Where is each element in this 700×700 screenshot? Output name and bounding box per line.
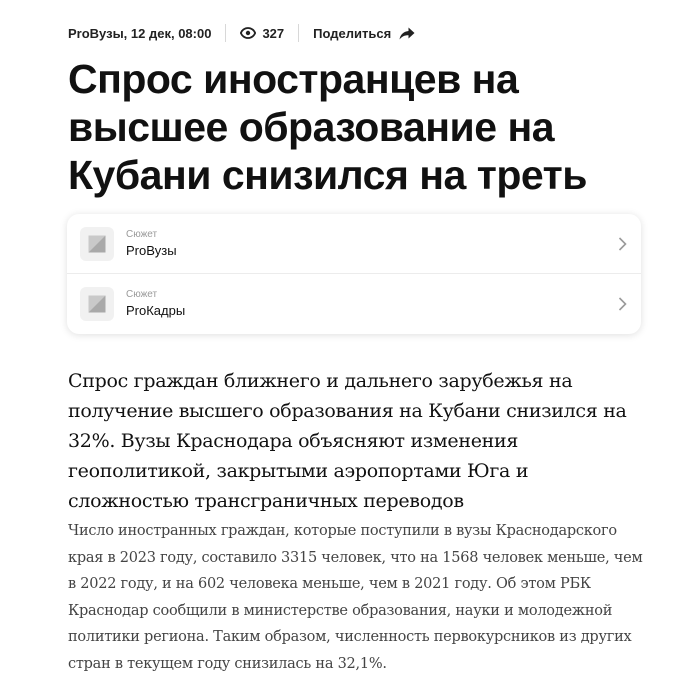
article-meta-bar — [68, 22, 415, 44]
article-lead: Спрос граждан ближнего и дальнего зарубежья на получение высшего образования на Кубани снизился на 32%. Вузы Краснодара объясняют изменения геополитикой, закрытыми аэропортами Юга и сложностью трансграничных переводов — [68, 370, 627, 512]
article-body-paragraph: Число иностранных граждан, которые поступили в вузы Краснодарского края в 2023 году, составило 3315 человек, что на 1568 человек меньше, чем в 2022 году, и на 602 человека меньше, чем в 2021 году. Об этом РБК Краснодар сообщили в министерстве образования, науки и молодежной политики региона. Таким образом, численность первокурсников из других стран в текущем году снизилась на 32,1%. — [68, 523, 643, 672]
story-kind-label: Сюжет — [126, 288, 158, 300]
divider — [298, 24, 299, 42]
image-placeholder-icon — [80, 287, 114, 321]
image-placeholder-icon — [80, 227, 114, 261]
article-headline: Спрос иностранцев на высшее образование на Кубани снизился на треть — [68, 56, 587, 198]
story-kind-label: Сюжет — [126, 228, 158, 240]
share-label: Поделиться — [313, 25, 392, 41]
eye-icon — [240, 27, 256, 39]
source-date[interactable]: ProВузы, 12 дек, 08:00 — [68, 25, 212, 41]
views-count: 327 — [262, 25, 285, 41]
share-button[interactable] — [313, 26, 415, 41]
views-counter — [240, 26, 284, 41]
story-link-prokadry[interactable] — [67, 273, 641, 333]
share-arrow-icon — [399, 27, 415, 40]
chevron-right-icon — [618, 297, 627, 311]
divider — [225, 24, 226, 42]
chevron-right-icon — [618, 237, 627, 251]
story-title: ProВузы — [126, 242, 177, 258]
story-link-provuzy[interactable] — [67, 214, 641, 273]
story-links-card — [67, 214, 641, 334]
story-title: ProКадры — [126, 302, 186, 318]
